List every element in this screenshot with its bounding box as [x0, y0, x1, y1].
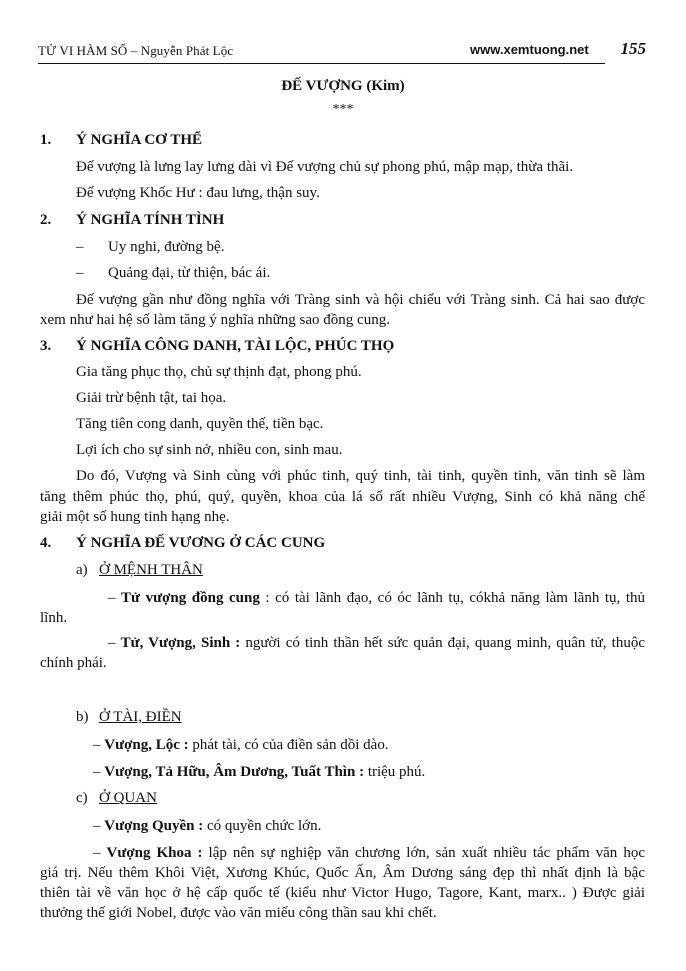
header-website: www.xemtuong.net: [470, 42, 589, 57]
bullet-dash: –: [76, 265, 84, 281]
paragraph: Giải trừ bệnh tật, tai họa.: [76, 390, 227, 406]
list-item-continuation: thưởng thế giới Nobel, được vào văn miếu công thần sau khi chết.: [40, 905, 437, 921]
section-1-number: 1.: [40, 132, 52, 148]
page-header: [38, 38, 646, 64]
paragraph-line: tăng thêm phúc thọ, phú, quý, quyền, khoa của lá số rất nhiều Vượng, Sinh có khả năng chế: [40, 489, 645, 505]
bullet-item: Quảng đại, từ thiện, bác ái.: [108, 265, 271, 281]
title-separator: ***: [332, 102, 354, 117]
bullet-item: Uy nghi, đường bệ.: [108, 239, 225, 255]
list-item: – Tử vượng đồng cung : có tài lãnh đạo, có óc lãnh tụ, cókhả năng làm lãnh tụ, thủ: [108, 590, 645, 606]
bullet-dash: –: [76, 239, 84, 255]
subsection-letter: a): [76, 562, 88, 578]
paragraph-line: Do đó, Vượng và Sinh cùng với phúc tinh, quý tinh, tài tinh, quyền tinh, văn tinh sẽ làm: [76, 468, 645, 484]
subsection-title: Ở QUAN: [99, 790, 157, 806]
document-title: ĐẾ VƯỢNG (Kim): [281, 78, 405, 94]
subsection-title: Ở MỆNH THÂN: [99, 562, 203, 578]
list-item: – Tử, Vượng, Sinh : người có tinh thần hết sức quản đại, quang minh, quân tử, thuộc: [108, 635, 645, 651]
list-item: – Vượng Quyền : có quyền chức lớn.: [93, 818, 322, 834]
section-4-heading: Ý NGHĨA ĐẾ VƯƠNG Ở CÁC CUNG: [76, 535, 326, 551]
section-3-heading: Ý NGHĨA CÔNG DANH, TÀI LỘC, PHÚC THỌ: [76, 338, 395, 354]
page-number: 155: [620, 39, 646, 58]
list-item: – Vượng, Lộc : phát tài, có của điền sản dồi dào.: [93, 737, 389, 753]
header-rule: [38, 63, 605, 64]
paragraph: Gia tăng phục thọ, chủ sự thịnh đạt, phong phú.: [76, 364, 362, 380]
section-2-heading: Ý NGHĨA TÍNH TÌNH: [76, 212, 225, 228]
paragraph: Đế vượng là lưng lay lưng dài vì Đế vượng chủ sự phong phú, mập mạp, thừa thãi.: [76, 159, 574, 175]
list-item-continuation: chính phái.: [40, 655, 107, 671]
paragraph: Đế vượng Khốc Hư : đau lưng, thận suy.: [76, 185, 320, 201]
subsection-letter: c): [76, 790, 88, 806]
list-item-continuation: lĩnh.: [40, 610, 68, 626]
section-1-heading: Ý NGHĨA CƠ THỂ: [76, 132, 202, 148]
subsection-letter: b): [76, 709, 89, 725]
section-3-number: 3.: [40, 338, 52, 354]
list-item-continuation: giá trị. Nếu thêm Khôi Việt, Xương Khúc, Quốc Ấn, Âm Dương sáng đẹp thì nhất định là bậc: [40, 865, 645, 881]
list-item: – Vượng Khoa : lập nên sự nghiệp văn chương lớn, sản xuất nhiều tác phẩm văn học: [93, 845, 645, 861]
paragraph: Lợi ích cho sự sinh nở, nhiều con, sinh mau.: [76, 442, 343, 458]
paragraph-line: giải một số hung tinh hạng nhẹ.: [40, 509, 230, 525]
section-4-number: 4.: [40, 535, 52, 551]
header-book-title: TỬ VI HÀM SỐ – Nguyễn Phát Lộc: [38, 43, 234, 58]
list-item: – Vượng, Tả Hữu, Âm Dương, Tuất Thìn : triệu phú.: [93, 764, 426, 780]
subsection-title: Ở TÀI, ĐIỀN: [99, 709, 182, 725]
list-item-continuation: thiên tài về văn học ở hệ cấp quốc tế (kiểu như Victor Hugo, Tagore, Kant, marx.. ) Được giải: [40, 885, 645, 901]
section-2-number: 2.: [40, 212, 52, 228]
paragraph-line: Đế vượng gần như đồng nghĩa với Tràng sinh và hội chiếu với Tràng sinh. Cả hai sao được: [76, 292, 645, 308]
paragraph: Tăng tiên cong danh, quyền thế, tiền bạc.: [76, 416, 324, 432]
paragraph-line: xem như hai hệ số làm tăng ý nghĩa những sao đồng cung.: [40, 312, 390, 328]
